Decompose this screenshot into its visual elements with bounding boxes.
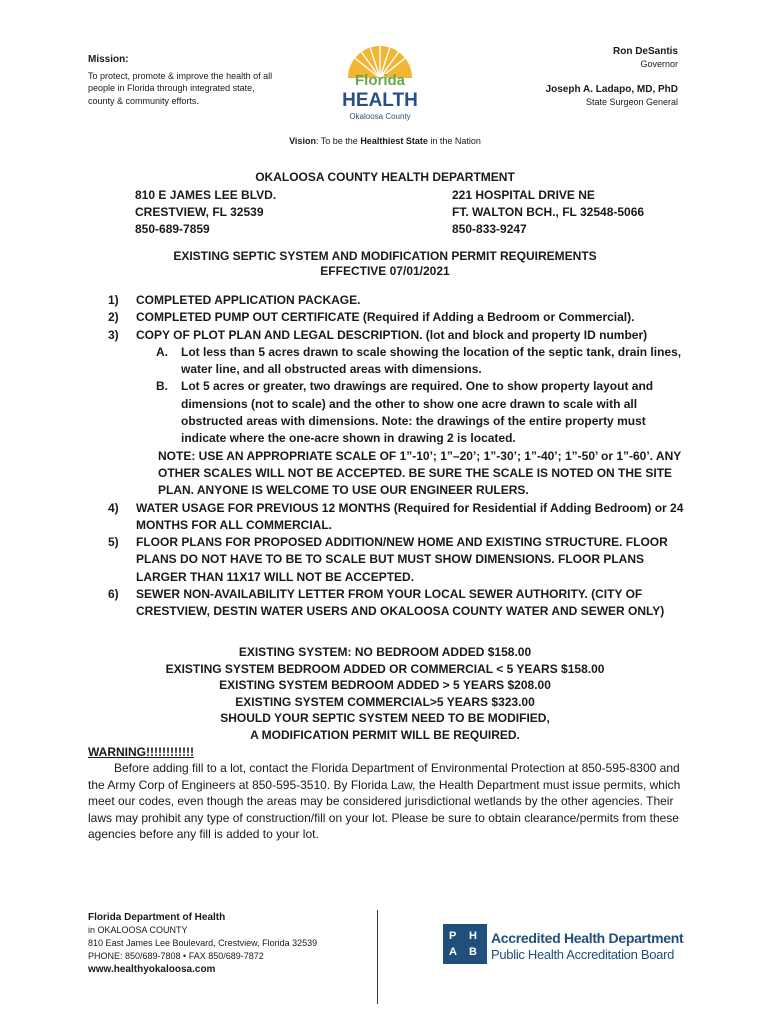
governor-title: Governor bbox=[640, 59, 678, 69]
footer-address: 810 East James Lee Boulevard, Crestview, Florida 32539 bbox=[88, 938, 318, 948]
fort-walton-address: 221 HOSPITAL DRIVE NE FT. WALTON BCH., FL 32548-5066 850-833-9247 bbox=[452, 188, 645, 236]
logo-health-text: HEALTH bbox=[342, 90, 418, 111]
requirement-item: 1) COMPLETED APPLICATION PACKAGE. bbox=[108, 293, 361, 307]
mission-text: To protect, promote & improve the health of all people in Florida through integrated state, county & community efforts. bbox=[88, 70, 273, 106]
fee-schedule bbox=[0, 644, 770, 744]
surgeon-general-name: Joseph A. Ladapo, MD, PhD bbox=[545, 84, 678, 95]
officials-block bbox=[418, 46, 678, 108]
requirement-subitem: B. Lot 5 acres or greater, two drawings are required. One to show property layout and dimensions (not to scale) and the other to show one acre drawn to scale with all obstructed areas with dimensions. Note: the drawings of the entire property must indicate where the one-acre shown in drawing 2 is located. bbox=[156, 379, 654, 446]
requirement-item: 2) COMPLETED PUMP OUT CERTIFICATE (Required if Adding a Bedroom or Commercial). bbox=[108, 310, 635, 325]
phab-icon: P H A B bbox=[443, 924, 487, 964]
fee-line: SHOULD YOUR SEPTIC SYSTEM NEED TO BE MODIFIED, bbox=[220, 711, 550, 726]
footer-website-link[interactable]: www.healthyokaloosa.com bbox=[88, 964, 216, 975]
footer-contact bbox=[88, 911, 358, 976]
warning-block bbox=[88, 744, 688, 842]
phab-subtitle: Public Health Accreditation Board bbox=[491, 947, 675, 962]
scale-note: NOTE: USE AN APPROPRIATE SCALE OF 1”-10’; 1”–20’; 1”-30’; 1”-40’; 1”-50’ or 1”-60’. ANY OTHER SCALES WILL NOT BE ACCEPTED. BE SURE THE SCALE IS NOTED ON THE SITE PLAN. ANYONE IS WELCOME TO USE OUR ENGINEER RULERS. bbox=[158, 448, 682, 498]
vision-statement: Vision: To be the Healthiest State in the Nation bbox=[289, 136, 481, 146]
fee-line: EXISTING SYSTEM COMMERCIAL>5 YEARS $323.00 bbox=[235, 694, 535, 709]
surgeon-general-title: State Surgeon General bbox=[585, 97, 678, 107]
florida-health-logo bbox=[338, 26, 422, 122]
department-name: OKALOOSA COUNTY HEALTH DEPARTMENT bbox=[255, 170, 515, 184]
footer-phone: PHONE: 850/689-7808 • FAX 850/689-7872 bbox=[88, 951, 264, 961]
fee-line: EXISTING SYSTEM: NO BEDROOM ADDED $158.00 bbox=[238, 645, 532, 659]
mission-block bbox=[88, 54, 278, 107]
requirement-item: 5) FLOOR PLANS FOR PROPOSED ADDITION/NEW HOME AND EXISTING STRUCTURE. FLOOR PLANS DO NOT HAVE TO BE TO SCALE BUT MUST SHOW DIMENSIONS. FLOOR PLANS LARGER THAN 11X17 WILL NOT BE ACCEPTED. bbox=[108, 535, 668, 584]
requirement-item: 6) SEWER NON-AVAILABILITY LETTER FROM YOUR LOCAL SEWER AUTHORITY. (CITY OF CRESTVIEW, DESTIN WATER USERS AND OKALOOSA COUNTY WATER AND SEWER ONLY) bbox=[108, 587, 665, 619]
fee-line: EXISTING SYSTEM BEDROOM ADDED > 5 YEARS $208.00 bbox=[219, 678, 551, 693]
phab-title: Accredited Health Department bbox=[491, 930, 684, 946]
logo-county-text: Okaloosa County bbox=[349, 112, 411, 121]
requirement-item: 3) COPY OF PLOT PLAN AND LEGAL DESCRIPTION. (lot and block and property ID number) bbox=[108, 327, 648, 342]
mission-label: Mission: bbox=[88, 54, 129, 65]
governor-name: Ron DeSantis bbox=[612, 46, 678, 57]
footer-county: in OKALOOSA COUNTY bbox=[88, 925, 188, 935]
crestview-address: 810 E JAMES LEE BLVD. CRESTVIEW, FL 32539 850-689-7859 bbox=[135, 188, 277, 236]
fee-line: EXISTING SYSTEM BEDROOM ADDED OR COMMERCIAL < 5 YEARS $158.00 bbox=[165, 661, 605, 676]
warning-text: Before adding fill to a lot, contact the Florida Department of Environmental Protection at 850-595-8300 and the Army Corp of Engineers at 850-595-3510. By Florida Law, the Health Department must issue permits, which meet our codes, even though the areas may be considered jurisdictional wetlands by the other agencies. Their laws may prohibit any type of construction/fill on your lot. Please be sure to obtain clearance/permits from these agencies before any fill is added to your lot. bbox=[88, 761, 681, 842]
document-title: EXISTING SEPTIC SYSTEM AND MODIFICATION PERMIT REQUIREMENTS EFFECTIVE 07/01/2021 bbox=[173, 249, 597, 278]
footer-divider bbox=[377, 910, 378, 1004]
phab-logo bbox=[443, 924, 693, 968]
footer-org: Florida Department of Health bbox=[88, 912, 226, 923]
fee-line: A MODIFICATION PERMIT WILL BE REQUIRED. bbox=[250, 727, 520, 742]
requirements-list bbox=[108, 292, 688, 621]
vision-label: Vision bbox=[289, 136, 316, 146]
requirement-subitem: A. Lot less than 5 acres drawn to scale showing the location of the septic tank, drain lines, water line, and all obstructed areas with dimensions. bbox=[156, 344, 682, 377]
logo-florida-text: Florida bbox=[354, 72, 406, 89]
warning-heading: WARNING!!!!!!!!!!!! bbox=[88, 745, 194, 759]
requirement-item: 4) WATER USAGE FOR PREVIOUS 12 MONTHS (Required for Residential if Adding Bedroom) or 24 MONTHS FOR ALL COMMERCIAL. bbox=[108, 500, 684, 532]
